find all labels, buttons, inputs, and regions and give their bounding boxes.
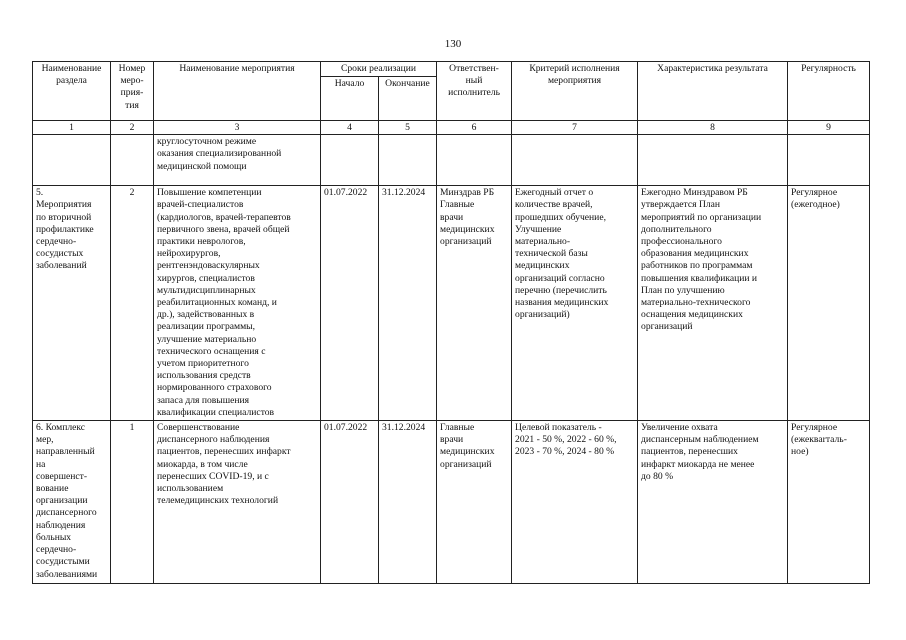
header-event: Наименование мероприятия: [154, 62, 321, 121]
table-row: [33, 421, 870, 584]
table-row-continuation: [33, 135, 870, 186]
cell-result: Увеличение охвата диспансерным наблюдением пациентов, перенесших инфаркт миокарда не менее до 80 %: [638, 421, 788, 584]
cell-criterion: Ежегодный отчет о количестве врачей, прошедших обучение, Улучшение материально- технической базы медицинских организаций согласно перечню (перечислить названия медицинских организаций): [512, 186, 638, 421]
header-regularity: Регулярность: [788, 62, 870, 121]
cell-event: Повышение компетенции врачей-специалистов (кардиологов, врачей-терапевтов первичного звена, врачей общей практики неврологов, нейрохирургов, рентгенэндоваскулярных хирургов, специалистов мультидисциплинарных реабилитационных команд, и др.), задействованных в реализации программы, улучшение материально технического оснащения с учетом приоритетного использования средств нормированного страхового запаса для повышения квалификации специалистов: [154, 186, 321, 421]
header-start: Начало: [321, 77, 379, 121]
column-number: 8: [638, 121, 788, 135]
column-number: 9: [788, 121, 870, 135]
cell-section: 5. Мероприятия по вторичной профилактике сердечно- сосудистых заболеваний: [33, 186, 111, 421]
page-number: 130: [444, 38, 462, 50]
cell-end: 31.12.2024: [379, 421, 437, 584]
cell-regularity: Регулярное (ежеквarталь- ное): [788, 421, 870, 584]
cell-responsible: Главные врачи медицинских организаций: [437, 421, 512, 584]
cell-start: 01.07.2022: [321, 186, 379, 421]
cell-event: Совершенствование диспансерного наблюдения пациентов, перенесших инфаркт миокарда, в том числе перенесших COVID-19, и с использованием телемедицинских технологий: [154, 421, 321, 584]
cell-event: круглосуточном режиме оказания специализированной медицинской помощи: [154, 135, 321, 186]
cell-responsible: Минздрав РБ Главные врачи медицинских организаций: [437, 186, 512, 421]
column-number: 2: [111, 121, 154, 135]
cell-start: 01.07.2022: [321, 421, 379, 584]
column-number: 5: [379, 121, 437, 135]
header-result: Характеристика результата: [638, 62, 788, 121]
column-number: 7: [512, 121, 638, 135]
cell-number: 1: [111, 421, 154, 584]
cell-result: Ежегодно Минздравом РБ утверждается План мероприятий по организации дополнительного профессионального образования медицинских работников по программам повышения квалификации и План по улучшению материально-технического оснащения медицинских организаций: [638, 186, 788, 421]
header-criterion: Критерий исполнения мероприятия: [512, 62, 638, 121]
column-numbers-row: [33, 121, 870, 135]
column-number: 6: [437, 121, 512, 135]
events-table: [32, 61, 870, 584]
cell-regularity: Регулярное (ежегодное): [788, 186, 870, 421]
column-number: 1: [33, 121, 111, 135]
column-number: 3: [154, 121, 321, 135]
header-responsible: Ответствен- ный исполнитель: [437, 62, 512, 121]
cell-section: 6. Комплекс мер, направленный на совершенст- вование организации диспансерного наблюдения больных сердечно- сосудистыми заболеваниями: [33, 421, 111, 584]
column-number: 4: [321, 121, 379, 135]
header-number: Номер меро- прия- тия: [111, 62, 154, 121]
header-end: Окончание: [379, 77, 437, 121]
cell-end: 31.12.2024: [379, 186, 437, 421]
header-period: Сроки реализации: [321, 62, 437, 77]
table-row: [33, 186, 870, 421]
cell-criterion: Целевой показатель - 2021 - 50 %, 2022 - 60 %, 2023 - 70 %, 2024 - 80 %: [512, 421, 638, 584]
cell-number: 2: [111, 186, 154, 421]
header-section: Наименование раздела: [33, 62, 111, 121]
